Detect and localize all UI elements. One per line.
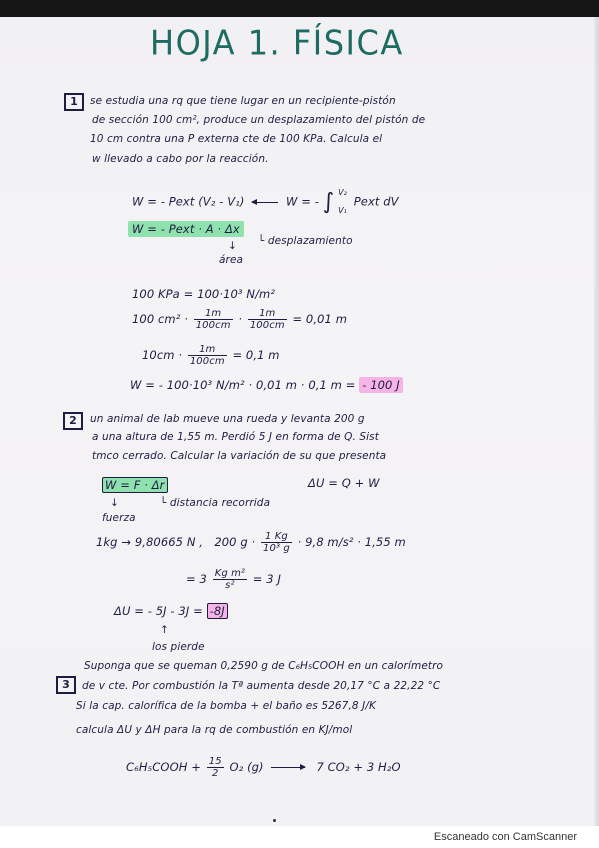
scanner-watermark: Escaneado con CamScanner [433,831,577,843]
reaction-arrow-icon [271,767,305,768]
problem-2-result-value: -8J [207,603,228,619]
work-highlight-formula [128,222,244,236]
mass-conversion [96,531,406,554]
area-arrow-icon: ↓ [228,240,237,252]
combustion-reaction [126,756,401,779]
page-title: HOJA 1. FÍSICA [150,23,404,63]
area-label: área [219,254,244,266]
fraction-5-den: s² [225,580,235,591]
reaction-oxygen: O₂ (g) [229,760,264,774]
fraction-1-den: 100cm [195,320,231,331]
problem-1-line-2: de sección 100 cm², produce un desplazamiento del pistón de [92,114,426,126]
units-result-value: = 3 J [252,572,281,586]
left-arrow-icon [252,202,278,203]
fraction-4 [261,531,292,554]
fraction-2 [248,308,287,331]
fraction-1 [194,308,233,331]
problem-3-line-4: calcula ΔU y ΔH para la rq de combustión en KJ/mol [76,724,353,736]
pierde-arrow-icon: ↑ [160,624,169,636]
length-conversion-result: = 0,1 m [232,348,280,362]
ink-dot [273,819,276,822]
fraction-5-num: Kg m² [214,568,246,579]
scan-top-border [0,0,599,17]
work-force-formula [102,478,168,492]
area-conversion-lhs: 100 cm² · [132,312,188,326]
o2-coef-den: 2 [211,768,219,779]
work-area-displacement: W = - Pext · A · Δx [128,221,244,237]
problem-1-result-value: - 100 J [359,377,403,393]
problem-3-line-1: Suponga que se queman 0,2590 g de C₆H₅COOH en un calorímetro [84,660,444,672]
problem-1-number: 1 [64,93,84,111]
problem-1-line-3: 10 cm contra una P externa cte de 100 KPa. Calcula el [90,133,383,145]
problem-1-line-4: w llevado a cabo por la reacción. [92,153,269,165]
work-force-text: W = F · Δr [102,477,168,493]
fraction-2-num: 1m [248,308,287,320]
length-conversion [142,344,280,367]
problem-2-result-calc: ΔU = - 5J - 3J = [114,604,203,618]
distancia-label: └ distancia recorrida [160,497,271,509]
units-result [186,568,281,591]
reaction-products: 7 CO₂ + 3 H₂O [316,760,401,774]
mass-conversion-rest: · 9,8 m/s² · 1,55 m [297,535,406,549]
problem-1-result-calc: W = - 100·10³ N/m² · 0,01 m · 0,1 m = [130,378,356,392]
fraction-4-num: 1 Kg [261,531,292,543]
fuerza-arrow-icon: ↓ [110,497,119,509]
fuerza-label: fuerza [102,512,136,524]
integral-lower-limit: V₁ [338,206,347,215]
problem-3-line-2: de v cte. Por combustión la Tª aumenta desde 20,17 °C a 22,22 °C [82,680,441,692]
problem-3-line-3: Si la cap. calorífica de la bomba + el baño es 5267,8 J/K [76,700,376,712]
length-conversion-lhs: 10cm · [142,348,183,362]
units-eq: = 3 [186,572,207,586]
problem-2-result [114,604,228,618]
problem-3-number: 3 [56,676,76,694]
area-conversion-result: = 0,01 m [292,312,347,326]
problem-2-number: 2 [63,412,83,430]
fraction-3 [188,344,227,367]
fraction-1-num: 1m [194,308,233,320]
reaction-reactant: C₆H₅COOH + [126,760,201,774]
integral-left: W = - [286,194,319,209]
problem-2-line-2: a una altura de 1,55 m. Perdió 5 J en forma de Q. Sist [92,431,379,443]
pressure-conversion: 100 KPa = 100·10³ N/m² [132,287,276,301]
integral-upper-limit: V₂ [338,188,347,197]
fraction-3-den: 100cm [189,356,225,367]
fraction-4-den: 10³ g [263,543,290,554]
o2-coef-num: 15 [208,756,222,767]
problem-1-line-1: se estudia una rq que tiene lugar en un recipiente-pistón [90,95,396,107]
integral-right: Pext dV [353,194,399,209]
work-formula [132,188,399,216]
fraction-5 [213,568,247,591]
problem-2-line-3: tmco cerrado. Calcular la variación de su que presenta [92,450,387,462]
fraction-3-num: 1m [188,344,227,356]
work-formula-text: W = - Pext (V₂ - V₁) [132,194,245,209]
mass-conversion-lhs: 200 g · [214,535,256,549]
kg-newton-conversion: 1kg → 9,80665 N , [96,535,204,549]
pierde-label: los pierde [152,641,205,653]
area-conversion: 100 cm² · $\frac{1m}{100cm}$ · $\frac{1m}{100cm}$ = 0,01 m [132,308,347,331]
integral-sign-icon: ∫ [322,189,335,215]
first-law-formula: ΔU = Q + W [308,476,380,490]
fraction-2-den: 100cm [249,320,285,331]
problem-1-result [130,378,403,392]
desplazamiento-label: └ desplazamiento [258,235,353,247]
o2-coefficient [207,756,224,779]
problem-2-line-1: un animal de lab mueve una rueda y levanta 200 g [90,413,365,425]
page-edge [594,17,599,826]
